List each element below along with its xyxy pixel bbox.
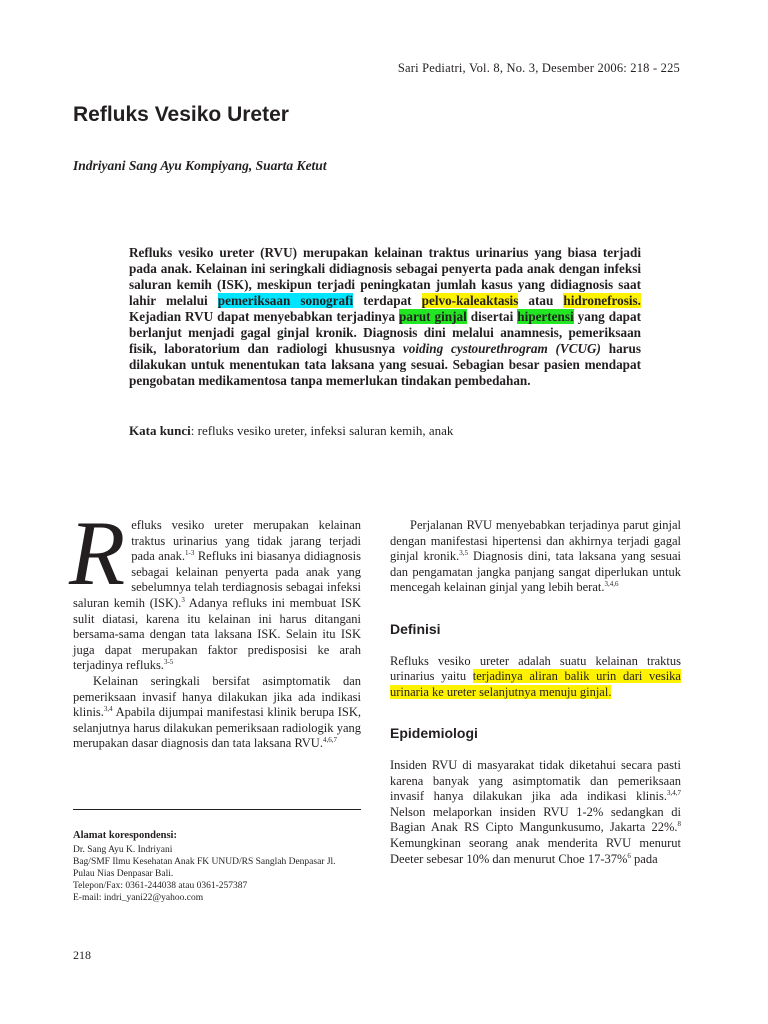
author-list: Indriyani Sang Ayu Kompiyang, Suarta Ketut — [73, 158, 327, 173]
abstract-text: Refluks vesiko ureter (RVU) merupakan kelainan traktus urinarius yang biasa terjadi pada anak. Kelainan ini seringkali didiagnosis sebagai penyerta pada anak dengan infeksi saluran kemih (ISK), meskipun terjadi peningkatan jumlah kasus yang didiagnosis saat lahir melalui — [129, 245, 641, 308]
correspondence-address: Pulau Nias Denpasar Bali. — [73, 869, 174, 879]
paragraph — [73, 674, 361, 752]
citation: 3 — [181, 595, 185, 604]
citation: 4,6,7 — [322, 736, 337, 745]
body-text: Insiden RVU di masyarakat tidak diketahui secara pasti karena banyak yang asimptomatik dan pemeriksaan invasif hanya dilakukan jika ada indikasi klinis. — [390, 757, 681, 804]
body-text: pada — [630, 851, 658, 866]
abstract-text: harus dilakukan untuk menentukan tata laksana yang sesuai. Sebagian besar pasien mendapat pengobatan medikamentosa tanpa memerlukan tindakan pembedahan. — [129, 341, 641, 388]
page-number: 218 — [73, 948, 91, 962]
body-text: Nelson melaporkan insiden RVU 1-2% sedangkan di Bagian Anak RS Cipto Mangunkusumo, Jakarta 22%. — [390, 804, 681, 835]
highlight-green: parut ginjal — [399, 309, 467, 324]
abstract — [129, 245, 641, 389]
correspondence-block — [73, 830, 373, 904]
keywords-text: : refluks vesiko ureter, infeksi saluran kemih, anak — [190, 423, 454, 438]
citation: 3-5 — [163, 658, 174, 667]
correspondence-email: E-mail: indri_yani22@yahoo.com — [73, 893, 204, 903]
paragraph — [390, 654, 681, 701]
correspondence-dept: Bag/SMF Ilmu Kesehatan Anak FK UNUD/RS Sanglah Denpasar Jl. — [73, 857, 336, 867]
paragraph — [390, 518, 681, 596]
body-text: Adanya refluks ini membuat ISK sulit diatasi, karena itu kelainan ini harus ditangani bersama-sama dengan tata laksana ISK. Selain itu ISK juga dapat merupakan faktor predisposisi ke arah terjadinya refluks. — [73, 595, 361, 673]
correspondence-heading: Alamat korespondensi: — [73, 830, 177, 841]
citation: 3,5 — [459, 549, 468, 558]
body-text: Apabila dijumpai manifestasi klinik berupa ISK, selanjutnya harus dilakukan pemeriksaan radiologik yang merupakan dasar diagnosis dan tata laksana RVU. — [73, 705, 361, 751]
abstract-text: Kejadian RVU dapat menyebabkan terjadinya — [129, 309, 400, 324]
highlight-yellow: hidronefrosis. — [563, 293, 641, 308]
citation: 3,4 — [103, 704, 113, 713]
body-text: Diagnosis dini, tata laksana yang sesuai dan pengamatan jangka panjang sangat diperlukan untuk mencegah kelainan ginjal yang lebih berat. — [390, 549, 681, 595]
section-heading-definisi: Definisi — [390, 620, 441, 637]
footnote-divider — [73, 809, 361, 810]
body-text: Perjalanan RVU menyebabkan terjadinya parut ginjal dengan manifestasi hipertensi dan akhirnya terjadi gagal ginjal kronik. — [390, 518, 681, 564]
correspondence-phone: Telepon/Fax: 0361-244038 atau 0361-257387 — [73, 881, 248, 891]
citation: 3,4,6 — [604, 580, 619, 589]
highlight-yellow: pelvo-kaleaktasis — [421, 293, 519, 308]
citation: 8 — [677, 820, 681, 829]
body-text: Kemungkinan seorang anak menderita RVU menurut Deeter sebesar 10% dan menurut Choe 17-37% — [390, 835, 681, 866]
paragraph — [69, 502, 361, 674]
body-text: efluks vesiko ureter merupakan kelainan traktus urinarius yang tidak jarang terjadi pada anak. — [131, 518, 361, 564]
highlight-yellow: terjadinya aliran balik urin dari vesika urinaria ke ureter selanjutnya menuju ginjal. — [390, 669, 681, 699]
section-heading-epidemiologi: Epidemiologi — [390, 725, 478, 742]
citation: 6 — [627, 851, 631, 860]
citation: 3,4,7 — [667, 788, 681, 797]
highlight-green: hipertensi — [517, 309, 574, 324]
paragraph — [390, 758, 681, 867]
body-text: Kelainan seringkali bersifat asimptomatik dan pemeriksaan invasif hanya dilakukan jika ada indikasi klinis. — [73, 673, 361, 720]
right-column — [390, 518, 681, 867]
keywords — [129, 423, 453, 439]
abstract-text: disertai — [466, 309, 518, 324]
correspondence-name: Dr. Sang Ayu K. Indriyani — [73, 845, 173, 855]
keywords-label: Kata kunci — [129, 423, 191, 438]
body-text: Refluks ini biasanya didiagnosis sebagai kelainan penyerta pada anak yang sebelumnya telah terdiagnosis sebagai infeksi saluran kemih (ISK). — [73, 549, 361, 610]
highlight-cyan: pemeriksaan sonografi — [217, 293, 354, 308]
abstract-text: yang dapat berlanjut menjadi gagal ginjal kronik. Diagnosis dini melalui anamnesis, pemeriksaan fisik, laboratorium dan radiologi khususnya — [129, 309, 641, 356]
body-text: Refluks vesiko ureter adalah suatu kelainan traktus urinarius yaitu — [390, 653, 681, 684]
drop-cap: R — [69, 502, 126, 604]
left-column — [69, 502, 361, 752]
citation: 1-3 — [185, 549, 195, 558]
article-title: Refluks Vesiko Ureter — [73, 103, 289, 126]
abstract-italic-term: voiding cystourethrogram (VCUG) — [402, 341, 601, 356]
abstract-text: terdapat — [353, 293, 422, 308]
abstract-text: atau — [518, 293, 564, 308]
journal-citation: Sari Pediatri, Vol. 8, No. 3, Desember 2006: 218 - 225 — [397, 61, 680, 75]
